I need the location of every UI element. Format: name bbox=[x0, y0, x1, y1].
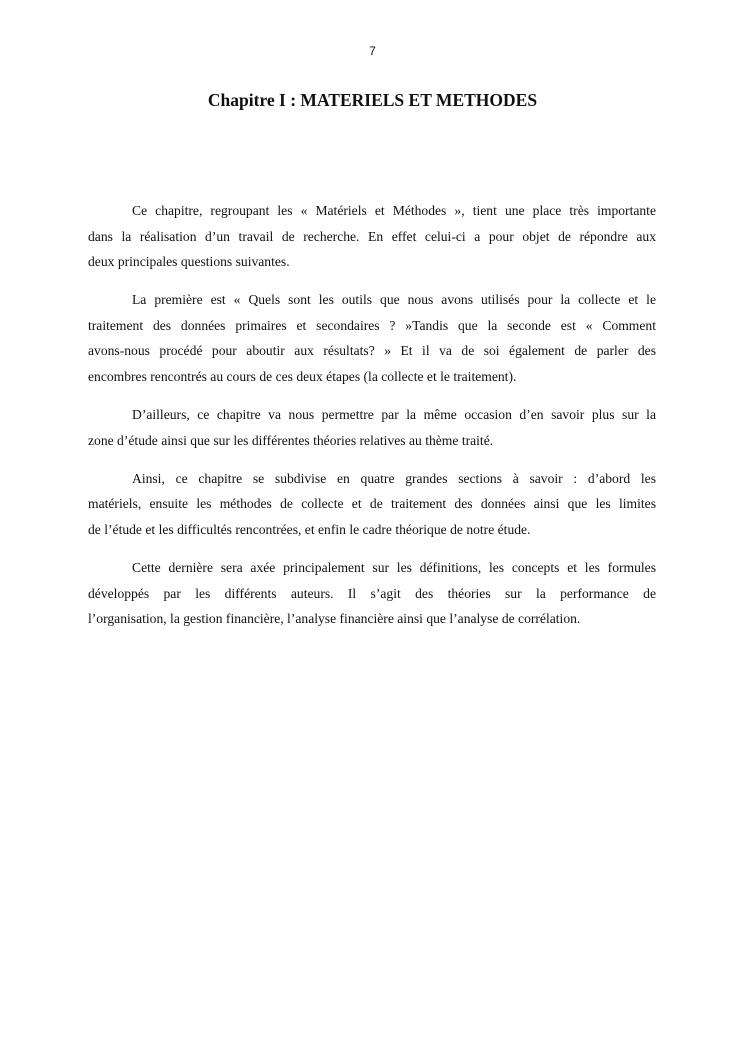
paragraph bbox=[88, 466, 656, 543]
text-line: D’ailleurs, ce chapitre va nous permettre par la même occasion d’en savoir plus sur la bbox=[132, 407, 656, 423]
text-line: zone d’étude ainsi que sur les différentes théories relatives au thème traité. bbox=[88, 432, 494, 448]
text-line: l’organisation, la gestion financière, l’analyse financière ainsi que l’analyse de corrélation. bbox=[88, 611, 581, 627]
text-line: deux principales questions suivantes. bbox=[88, 254, 290, 270]
text-line: Ce chapitre, regroupant les « Matériels et Méthodes », tient une place très importante bbox=[132, 203, 656, 218]
document-body bbox=[88, 198, 656, 644]
page-number: 7 bbox=[369, 44, 376, 58]
text-line: traitement des données primaires et secondaires ? »Tandis que la seconde est « Comment bbox=[88, 317, 656, 333]
text-line: matériels, ensuite les méthodes de collecte et de traitement des données ainsi que les limites bbox=[88, 496, 656, 512]
text-line: Cette dernière sera axée principalement sur les définitions, les concepts et les formules bbox=[132, 560, 656, 576]
text-line: encombres rencontrés au cours de ces deux étapes (la collecte et le traitement). bbox=[88, 369, 517, 385]
text-line: avons-nous procédé pour aboutir aux résultats? » Et il va de soi également de parler des bbox=[88, 343, 656, 359]
chapter-title: Chapitre I : MATERIELS ET METHODES bbox=[207, 90, 538, 110]
paragraph bbox=[88, 402, 656, 453]
text-line: de l’étude et les difficultés rencontrées, et enfin le cadre théorique de notre étude. bbox=[88, 522, 531, 538]
text-line: développés par les différents auteurs. Il s’agit des théories sur la performance de bbox=[88, 585, 656, 601]
text-line: La première est « Quels sont les outils que nous avons utilisés pour la collecte et le bbox=[132, 292, 656, 308]
text-line: dans la réalisation d’un travail de recherche. En effet celui-ci a pour objet de répondre aux bbox=[88, 228, 656, 244]
paragraph bbox=[88, 555, 656, 632]
text-line: Ainsi, ce chapitre se subdivise en quatre grandes sections à savoir : d’abord les bbox=[132, 470, 656, 486]
paragraph bbox=[88, 198, 656, 275]
paragraph bbox=[88, 287, 656, 389]
